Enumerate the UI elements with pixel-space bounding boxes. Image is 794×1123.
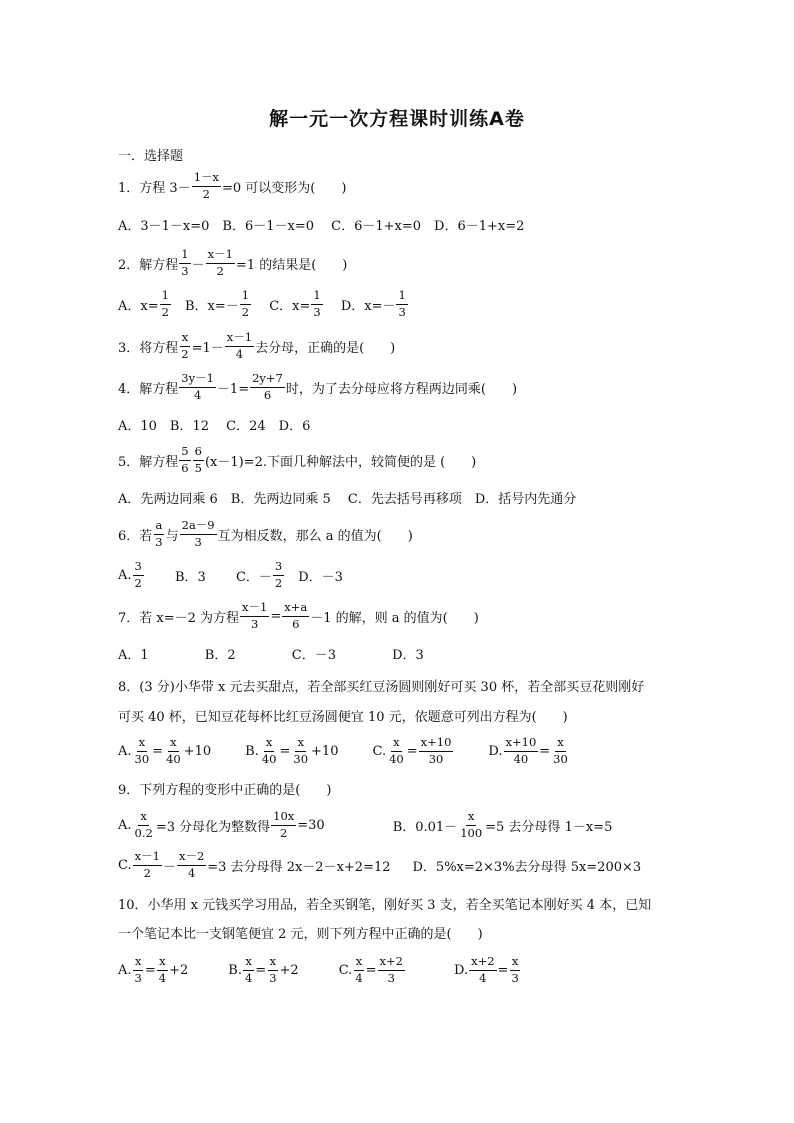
fraction: $\frac{x}{4}$ bbox=[244, 954, 253, 985]
fraction: $\frac{1}{2}$ bbox=[241, 288, 250, 319]
fraction: $\frac{1}{2}$ bbox=[161, 288, 169, 319]
fraction: $\frac{10x}{2}$ bbox=[273, 809, 295, 840]
fraction: $\frac{x}{0.2}$ bbox=[134, 809, 153, 840]
fraction: $\frac{x}{30}$ bbox=[134, 735, 150, 766]
question-6-options: A. $\frac{3}{2}$ B．3 C．－ $\frac{3}{2}$ D．－3 bbox=[118, 559, 343, 590]
fraction: $\frac{x+2}{3}$ bbox=[379, 954, 403, 985]
fraction: $\frac{x-1}{2}$ bbox=[134, 849, 160, 880]
question-5-options: A．先两边同乘 6 B．先两边同乘 5 C．先去括号再移项 D．括号内先通分 bbox=[118, 491, 577, 507]
question-6: 6．若 $\frac{a}{3}$ 与 $\frac{2a-9}{3}$ 互为相反数，那么 a 的值为( ) bbox=[118, 518, 413, 549]
fraction: $\frac{a}{3}$ bbox=[155, 518, 163, 549]
question-2: 2．解方程 $\frac{1}{3}$ － $\frac{x-1}{2}$ =1 的结果是( ) bbox=[118, 247, 348, 278]
fraction: $\frac{x}{3}$ bbox=[134, 954, 142, 985]
question-10-line-2: 一个笔记本比一支钢笔便宜 2 元，则下列方程中正确的是( ) bbox=[118, 926, 483, 942]
fraction: $\frac{3}{2}$ bbox=[134, 559, 142, 590]
question-10-line-1: 10．小华用 x 元钱买学习用品，若全买钢笔，刚好买 3 支，若全买笔记本刚好买 4 本，已知 bbox=[118, 897, 652, 913]
fraction: $\frac{1}{3}$ bbox=[181, 247, 189, 278]
fraction: $\frac{1-x}{2}$ bbox=[193, 170, 219, 201]
fraction: $\frac{x-1}{2}$ bbox=[207, 247, 233, 278]
fraction: $\frac{x}{4}$ bbox=[158, 954, 167, 985]
fraction: $\frac{x}{40}$ bbox=[166, 735, 181, 766]
question-10-options: A. $\frac{x}{3}$ = $\frac{x}{4}$ +2 B. $\frac{x}{4}$ = $\frac{x}{3}$ +2 C. $\frac{x}{4}$ = $\frac{x+2}{3}$ D. $\frac{x+2}{4}$ = $\frac{x}{3}$ bbox=[118, 954, 519, 985]
fraction: $\frac{x+10}{40}$ bbox=[505, 735, 537, 766]
question-7-options: A．1 B．2 C．－3 D．3 bbox=[118, 647, 424, 663]
question-9-options-ab: A. $\frac{x}{0.2}$ =3 分母化为整数得 $\frac{10x}{2}$ =30 B．0.01－ $\frac{x}{100}$ =5 去分母得 1－x=5 bbox=[118, 809, 613, 840]
question-8-options: A. $\frac{x}{30}$ = $\frac{x}{40}$ +10 B. $\frac{x}{40}$ = $\frac{x}{30}$ +10 C. $\frac{x}{40}$ = $\frac{x+10}{30}$ D. $\frac{x+10}{40}$ = $\frac{x}{30}$ bbox=[118, 735, 568, 766]
fraction: $\frac{3y-1}{4}$ bbox=[181, 371, 214, 402]
question-4: 4．解方程 $\frac{3y-1}{4}$ －1= $\frac{2y+7}{6}$ 时，为了去分母应将方程两边同乘( ) bbox=[118, 371, 518, 402]
fraction: $\frac{3}{2}$ bbox=[274, 559, 283, 590]
fraction: $\frac{x+2}{4}$ bbox=[471, 954, 495, 985]
question-9: 9．下列方程的变形中正确的是( ) bbox=[118, 782, 332, 798]
fraction: $\frac{x}{2}$ bbox=[181, 330, 189, 361]
question-4-options: A．10 B．12 C．24 D．6 bbox=[118, 418, 311, 434]
fraction: $\frac{x-2}{4}$ bbox=[178, 849, 205, 880]
section-heading: 一．选择题 bbox=[118, 148, 184, 164]
page-title: 解一元一次方程课时训练A卷 bbox=[269, 108, 525, 130]
question-3: 3．将方程 $\frac{x}{2}$ =1－ $\frac{x-1}{4}$ 去分母，正确的是( ) bbox=[118, 330, 396, 361]
question-2-options: A．x= $\frac{1}{2}$ B．x=－ $\frac{1}{2}$ C．x= $\frac{1}{3}$ D．x=－ $\frac{1}{3}$ bbox=[118, 288, 406, 319]
fraction: $\frac{x}{40}$ bbox=[261, 735, 277, 766]
fraction: $\frac{5}{6}$ bbox=[181, 444, 189, 475]
fraction: $\frac{6}{5}$ bbox=[194, 444, 202, 475]
question-9-options-cd: C. $\frac{x-1}{2}$ － $\frac{x-2}{4}$ =3 去分母得 2x－2－x+2=12 D．5%x=2×3%去分母得 5x=200×3 bbox=[118, 849, 642, 880]
question-8-line-2: 可买 40 杯，已知豆花每杯比红豆汤圆便宜 10 元，依题意可列出方程为( ) bbox=[118, 709, 568, 725]
fraction: $\frac{x+a}{6}$ bbox=[284, 600, 308, 631]
fraction: $\frac{x}{4}$ bbox=[355, 954, 363, 985]
fraction: $\frac{x+10}{30}$ bbox=[420, 735, 452, 766]
fraction: $\frac{x}{30}$ bbox=[553, 735, 568, 766]
fraction: $\frac{2y+7}{6}$ bbox=[252, 371, 283, 402]
fraction: $\frac{x}{3}$ bbox=[511, 954, 519, 985]
question-1-options: A．3－1－x=0 B．6－1－x=0 C．6－1+x=0 D．6－1+x=2 bbox=[118, 218, 525, 234]
question-8-line-1: 8．(3 分)小华带 x 元去买甜点，若全部买红豆汤圆则刚好可买 30 杯，若全部买豆花则刚好 bbox=[118, 679, 645, 695]
fraction: $\frac{x}{3}$ bbox=[269, 954, 277, 985]
fraction: $\frac{1}{3}$ bbox=[313, 288, 321, 319]
fraction: $\frac{1}{3}$ bbox=[398, 288, 406, 319]
fraction: $\frac{2a-9}{3}$ bbox=[181, 518, 215, 549]
fraction: $\frac{x}{40}$ bbox=[389, 735, 404, 766]
fraction: $\frac{x}{30}$ bbox=[293, 735, 309, 766]
fraction: $\frac{x}{100}$ bbox=[460, 809, 483, 840]
question-1: 1．方程 3－ $\frac{1-x}{2}$ =0 可以变形为( ) bbox=[118, 170, 347, 201]
question-5: 5．解方程 $\frac{5}{6}$ $\frac{6}{5}$ (x－1)=2.下面几种解法中，较简便的是 ( ) bbox=[118, 444, 477, 475]
fraction: $\frac{x-1}{3}$ bbox=[242, 600, 268, 631]
question-7: 7．若 x=－2 为方程 $\frac{x-1}{3}$ = $\frac{x+a}{6}$ －1 的解，则 a 的值为( ) bbox=[118, 600, 479, 631]
fraction: $\frac{x-1}{4}$ bbox=[226, 330, 253, 361]
